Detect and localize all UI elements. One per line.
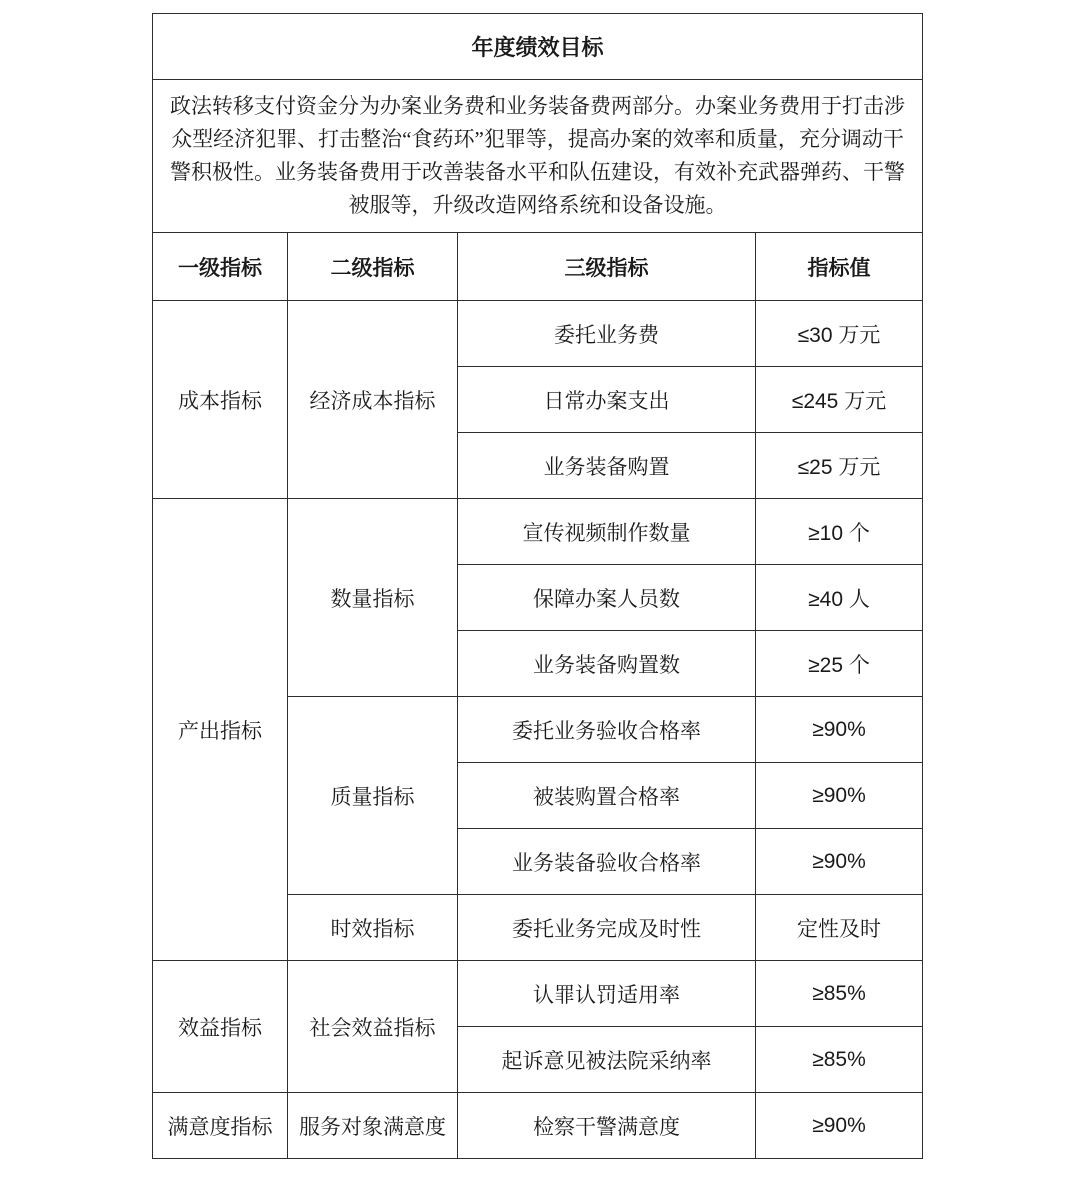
value-cell: 定性及时	[756, 895, 923, 961]
level1-cell: 成本指标	[153, 301, 288, 499]
column-header-level2: 二级指标	[288, 233, 458, 301]
value-cell: ≤30 万元	[756, 301, 923, 367]
level3-cell: 被装购置合格率	[458, 763, 756, 829]
value-cell: ≥25 个	[756, 631, 923, 697]
title-row	[153, 14, 923, 80]
level3-cell: 委托业务费	[458, 301, 756, 367]
level3-cell: 日常办案支出	[458, 367, 756, 433]
value-cell: ≥40 人	[756, 565, 923, 631]
table-title: 年度绩效目标	[153, 14, 923, 80]
description-text: 政法转移支付资金分为办案业务费和业务装备费两部分。办案业务费用于打击涉众型经济犯罪、打击整治“食药环”犯罪等，提高办案的效率和质量，充分调动干警积极性。业务装备费用于改善装备水平和队伍建设，有效补充武器弹药、干警被服等，升级改造网络系统和设备设施。	[153, 80, 923, 233]
column-header-value: 指标值	[756, 233, 923, 301]
level2-cell: 时效指标	[288, 895, 458, 961]
level3-cell: 认罪认罚适用率	[458, 961, 756, 1027]
level1-cell: 满意度指标	[153, 1093, 288, 1159]
level2-cell: 质量指标	[288, 697, 458, 895]
performance-target-table	[152, 13, 923, 1159]
value-cell: ≥90%	[756, 1093, 923, 1159]
level2-cell: 经济成本指标	[288, 301, 458, 499]
level2-cell: 社会效益指标	[288, 961, 458, 1093]
value-cell: ≥85%	[756, 1027, 923, 1093]
level3-cell: 业务装备购置	[458, 433, 756, 499]
level3-cell: 委托业务验收合格率	[458, 697, 756, 763]
level2-cell: 服务对象满意度	[288, 1093, 458, 1159]
value-cell: ≥90%	[756, 763, 923, 829]
document-container	[152, 13, 922, 1159]
level3-cell: 业务装备验收合格率	[458, 829, 756, 895]
level3-cell: 宣传视频制作数量	[458, 499, 756, 565]
column-header-level1: 一级指标	[153, 233, 288, 301]
level3-cell: 委托业务完成及时性	[458, 895, 756, 961]
level1-cell: 效益指标	[153, 961, 288, 1093]
table-row	[153, 961, 923, 1027]
level3-cell: 检察干警满意度	[458, 1093, 756, 1159]
value-cell: ≥10 个	[756, 499, 923, 565]
value-cell: ≥85%	[756, 961, 923, 1027]
level1-cell: 产出指标	[153, 499, 288, 961]
table-row	[153, 499, 923, 565]
value-cell: ≤245 万元	[756, 367, 923, 433]
table-row	[153, 301, 923, 367]
level3-cell: 业务装备购置数	[458, 631, 756, 697]
column-header-level3: 三级指标	[458, 233, 756, 301]
value-cell: ≤25 万元	[756, 433, 923, 499]
level2-cell: 数量指标	[288, 499, 458, 697]
level3-cell: 保障办案人员数	[458, 565, 756, 631]
value-cell: ≥90%	[756, 829, 923, 895]
value-cell: ≥90%	[756, 697, 923, 763]
header-row	[153, 233, 923, 301]
description-row	[153, 80, 923, 233]
table-row	[153, 1093, 923, 1159]
level3-cell: 起诉意见被法院采纳率	[458, 1027, 756, 1093]
